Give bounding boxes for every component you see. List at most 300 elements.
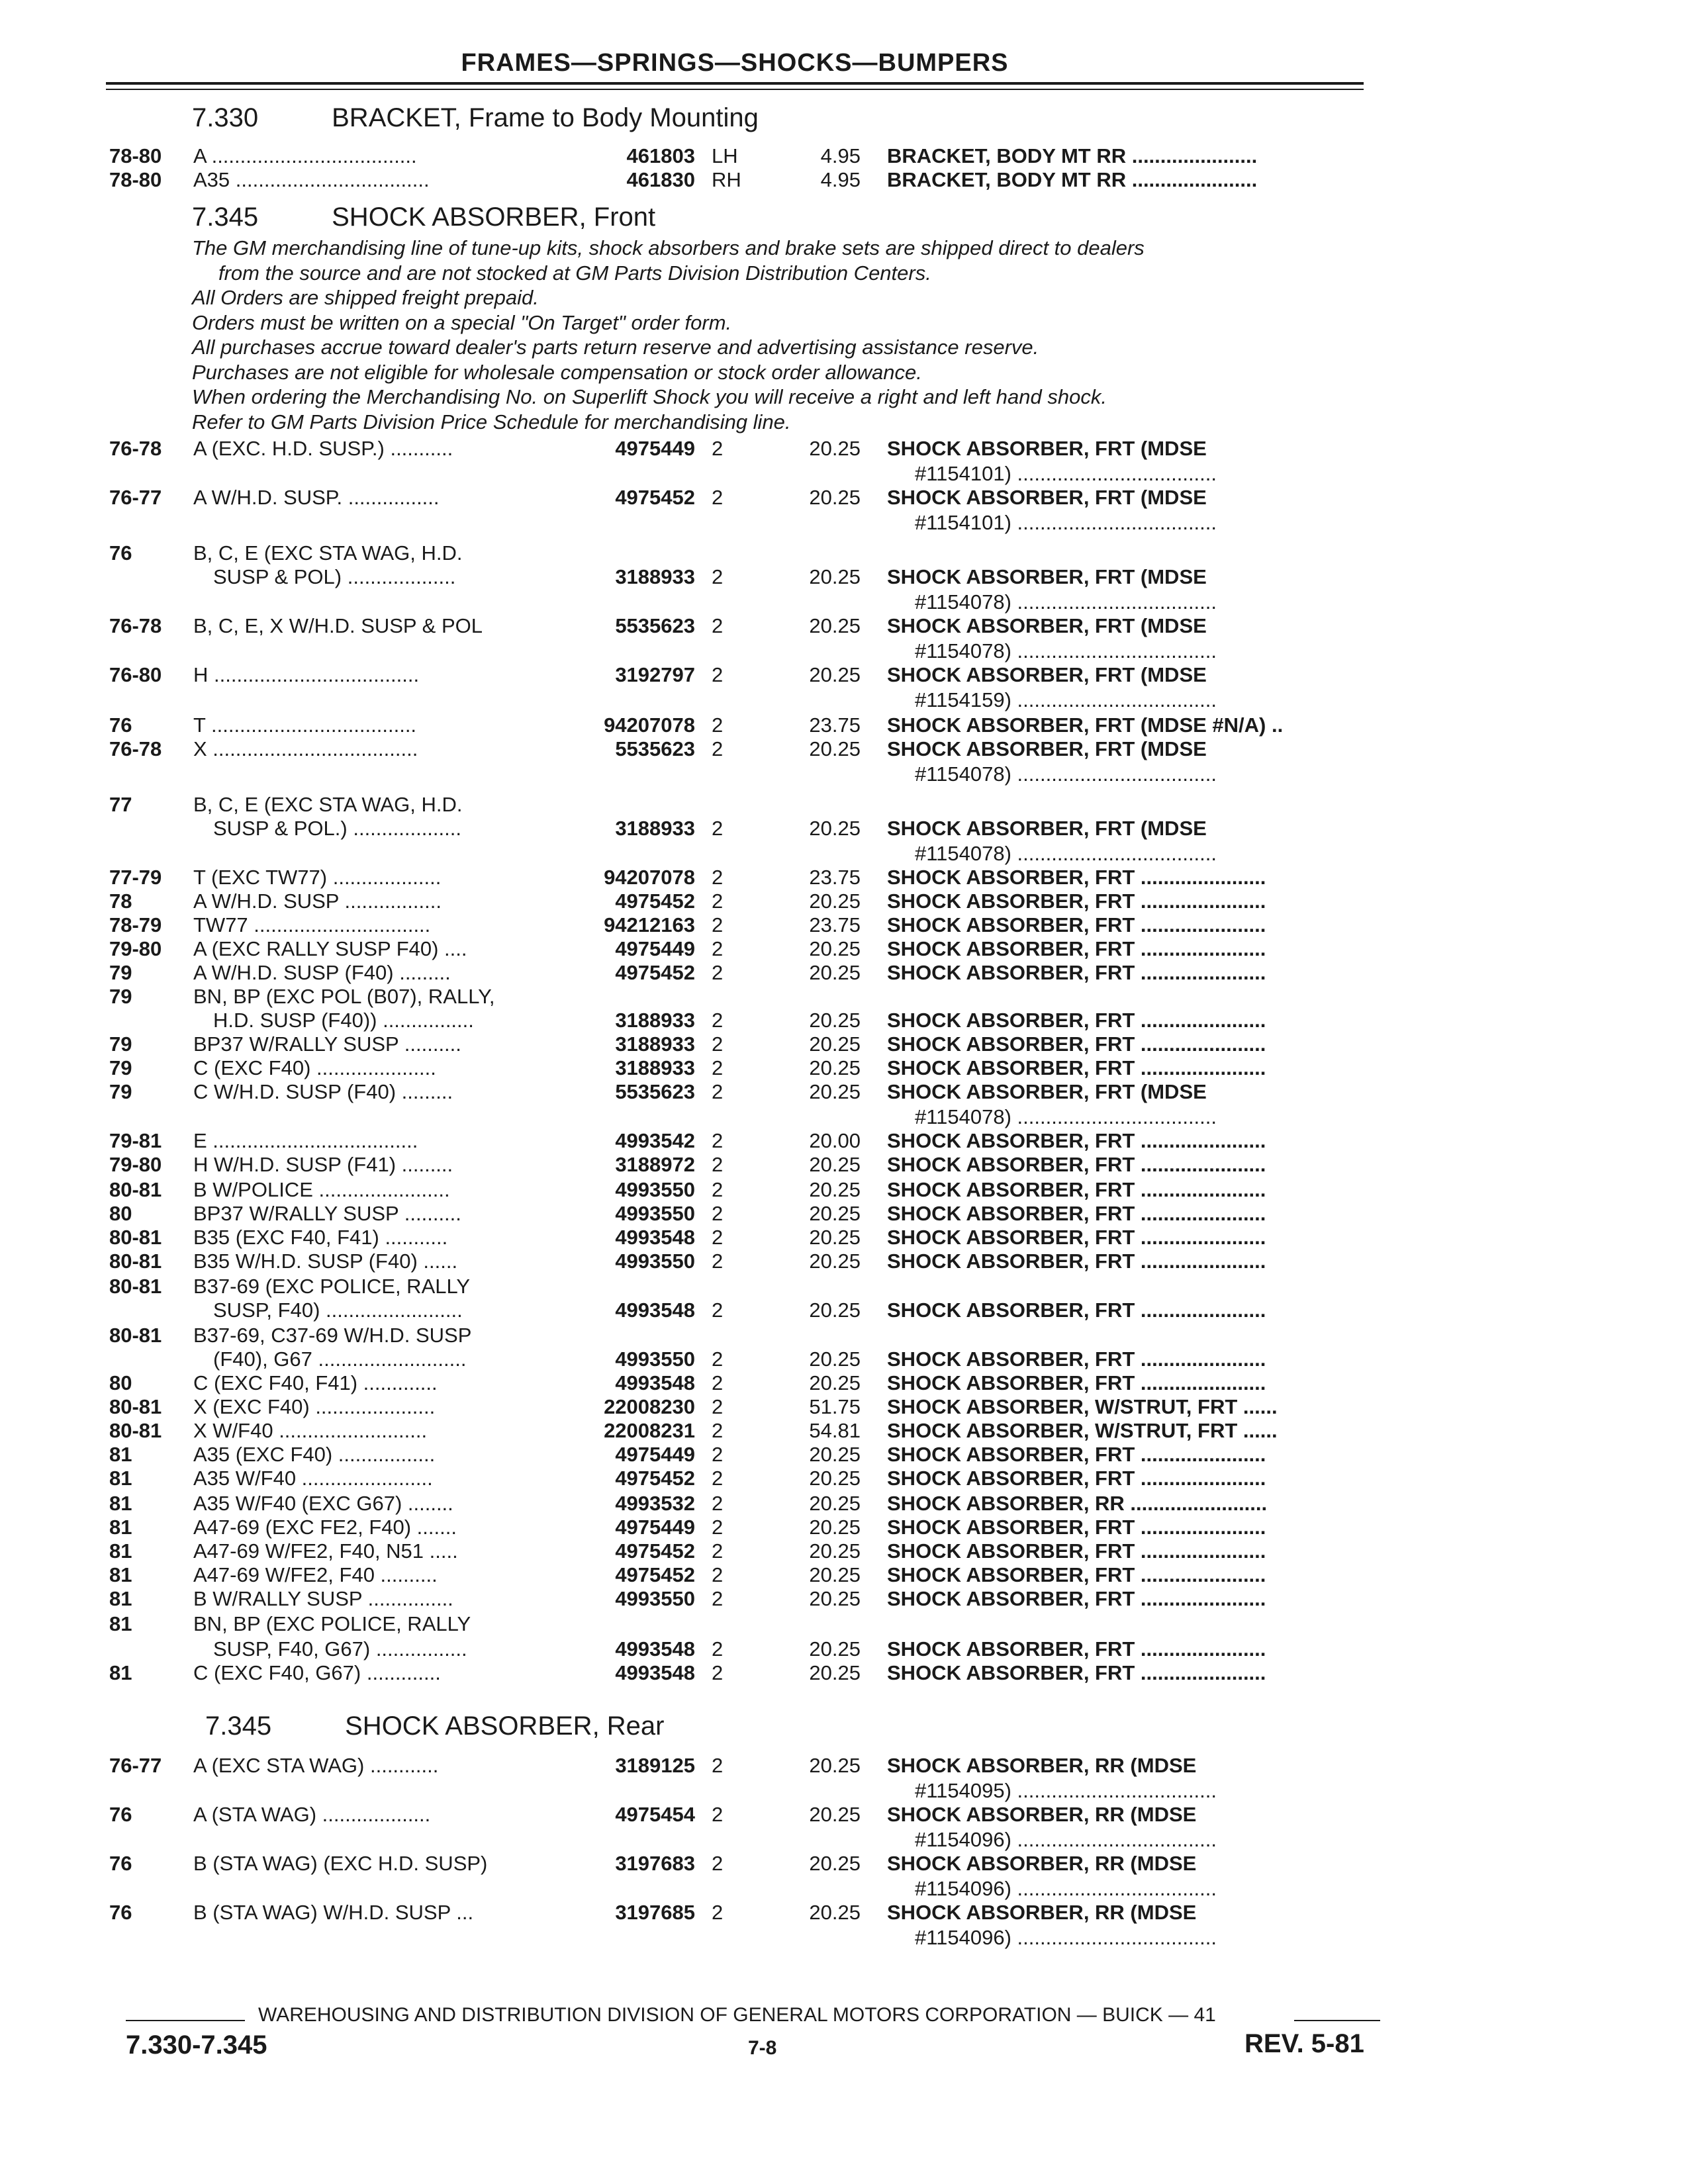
model-description: B37-69, C37-69 W/H.D. SUSP: [193, 1324, 472, 1347]
table-row: [0, 1371, 1688, 1396]
quantity: 2: [712, 1178, 724, 1201]
model-description: (F40), G67 ..........................: [213, 1347, 467, 1371]
model-description: B35 (EXC F40, F41) ...........: [193, 1226, 448, 1249]
quantity: 2: [712, 1202, 724, 1225]
table-row: [0, 1803, 1688, 1828]
part-description: #1154095) ...................................: [915, 1779, 1217, 1802]
part-number: 4993550: [615, 1587, 695, 1610]
table-row: [0, 817, 1688, 842]
model-description: A47-69 W/FE2, F40, N51 .....: [193, 1539, 458, 1563]
section-number: 7.330: [192, 103, 259, 132]
quantity: 2: [712, 1056, 724, 1079]
part-description: SHOCK ABSORBER, FRT ......................: [887, 1587, 1266, 1610]
model-description: A (STA WAG) ...................: [193, 1803, 431, 1826]
model-description: A35 ..................................: [193, 168, 430, 191]
quantity: 2: [712, 1419, 724, 1442]
model-description: T (EXC TW77) ...................: [193, 866, 442, 889]
table-row: [0, 793, 1688, 818]
part-description: SHOCK ABSORBER, FRT ......................: [887, 889, 1266, 913]
part-description: SHOCK ABSORBER, FRT ......................: [887, 961, 1266, 984]
part-description: SHOCK ABSORBER, RR (MDSE: [887, 1852, 1197, 1875]
part-number: 4975449: [615, 937, 695, 960]
merchandising-notes: [192, 236, 1370, 434]
quantity: 2: [712, 1901, 724, 1924]
list-price: 20.25: [809, 1539, 861, 1563]
model-description: B, C, E (EXC STA WAG, H.D.: [193, 793, 463, 816]
model-year: 76: [109, 713, 132, 737]
quantity: 2: [712, 1754, 724, 1777]
table-row: [0, 541, 1688, 567]
model-year: 81: [109, 1492, 132, 1515]
model-description: A35 W/F40 .......................: [193, 1467, 433, 1490]
table-row: [0, 1852, 1688, 1877]
model-description: B, C, E, X W/H.D. SUSP & POL: [193, 614, 483, 637]
quantity: 2: [712, 1009, 724, 1032]
table-row: [0, 1202, 1688, 1227]
part-description: SHOCK ABSORBER, FRT ......................: [887, 1226, 1266, 1249]
part-description: SHOCK ABSORBER, FRT (MDSE #N/A) ..: [887, 713, 1284, 737]
part-number: 3197685: [615, 1901, 695, 1924]
part-description: SHOCK ABSORBER, FRT (MDSE: [887, 817, 1207, 840]
model-description: A35 (EXC F40) .................: [193, 1443, 436, 1466]
page-title: FRAMES—SPRINGS—SHOCKS—BUMPERS: [461, 49, 1009, 77]
table-row: [0, 842, 1688, 867]
part-description: SHOCK ABSORBER, FRT ......................: [887, 1467, 1266, 1490]
part-number: 4993548: [615, 1371, 695, 1394]
model-description: A35 W/F40 (EXC G67) ........: [193, 1492, 453, 1515]
model-description: H ....................................: [193, 663, 420, 686]
model-year: 76: [109, 1852, 132, 1875]
model-year: 77: [109, 793, 132, 816]
part-number: 4975452: [615, 486, 695, 509]
table-row: [0, 639, 1688, 664]
model-description: BN, BP (EXC POL (B07), RALLY,: [193, 985, 495, 1008]
table-row: [0, 1467, 1688, 1492]
table-row: [0, 565, 1688, 590]
part-number: 3188933: [615, 565, 695, 588]
part-description: BRACKET, BODY MT RR ......................: [887, 144, 1258, 167]
model-description: A47-69 (EXC FE2, F40) .......: [193, 1516, 457, 1539]
table-row: [0, 1563, 1688, 1588]
list-price: 20.25: [809, 1852, 861, 1875]
quantity: 2: [712, 1250, 724, 1273]
quantity: 2: [712, 1467, 724, 1490]
table-row: [0, 1080, 1688, 1105]
list-price: 23.75: [809, 866, 861, 889]
model-year: 79-81: [109, 1129, 162, 1152]
part-number: 3188933: [615, 817, 695, 840]
part-description: SHOCK ABSORBER, FRT ......................: [887, 1129, 1266, 1152]
list-price: 20.25: [809, 1803, 861, 1826]
quantity: 2: [712, 1539, 724, 1563]
table-row: [0, 1587, 1688, 1612]
part-description: SHOCK ABSORBER, FRT ......................: [887, 1563, 1266, 1586]
list-price: 20.00: [809, 1129, 861, 1152]
quantity: 2: [712, 1347, 724, 1371]
quantity: 2: [712, 1852, 724, 1875]
table-row: [0, 1032, 1688, 1058]
model-year: 81: [109, 1587, 132, 1610]
model-description: X ....................................: [193, 737, 418, 760]
part-description: #1154101) ...................................: [915, 511, 1217, 534]
header-rule: [106, 82, 1364, 85]
list-price: 20.25: [809, 1901, 861, 1924]
part-description: SHOCK ABSORBER, FRT ......................: [887, 1637, 1266, 1661]
table-row: [0, 1250, 1688, 1275]
table-row: [0, 1129, 1688, 1154]
model-description: BN, BP (EXC POLICE, RALLY: [193, 1612, 471, 1635]
part-description: SHOCK ABSORBER, FRT ......................: [887, 1250, 1266, 1273]
list-price: 20.25: [809, 1153, 861, 1176]
part-description: #1154078) ...................................: [915, 1105, 1217, 1128]
table-row: [0, 1926, 1688, 1951]
model-description: A W/H.D. SUSP .................: [193, 889, 442, 913]
model-description: SUSP, F40, G67) ................: [213, 1637, 467, 1661]
list-price: 20.25: [809, 1298, 861, 1322]
part-description: #1154078) ...................................: [915, 590, 1217, 614]
part-description: SHOCK ABSORBER, FRT (MDSE: [887, 614, 1207, 637]
footer-revision: REV. 5-81: [1244, 2029, 1364, 2058]
list-price: 20.25: [809, 1009, 861, 1032]
model-year: 76: [109, 1803, 132, 1826]
part-description: SHOCK ABSORBER, FRT (MDSE: [887, 486, 1207, 509]
quantity: 2: [712, 486, 724, 509]
quantity: 2: [712, 1443, 724, 1466]
part-number: 4993548: [615, 1298, 695, 1322]
model-year: 80-81: [109, 1250, 162, 1273]
part-number: 3189125: [615, 1754, 695, 1777]
table-row: [0, 1105, 1688, 1130]
model-description: X W/F40 ..........................: [193, 1419, 428, 1442]
part-number: 4993548: [615, 1661, 695, 1684]
model-description: A ....................................: [193, 144, 417, 167]
table-row: [0, 1298, 1688, 1324]
model-year: 78-80: [109, 144, 162, 167]
model-year: 81: [109, 1539, 132, 1563]
list-price: 23.75: [809, 713, 861, 737]
model-description: C (EXC F40) .....................: [193, 1056, 436, 1079]
model-year: 81: [109, 1661, 132, 1684]
table-row: [0, 1661, 1688, 1686]
list-price: 20.25: [809, 1202, 861, 1225]
note-line: When ordering the Merchandising No. on Superlift Shock you will receive a right and left hand shock.: [192, 385, 1107, 408]
part-number: 4993550: [615, 1202, 695, 1225]
model-year: 81: [109, 1443, 132, 1466]
table-row: [0, 663, 1688, 688]
model-year: 77-79: [109, 866, 162, 889]
part-number: 4993542: [615, 1129, 695, 1152]
part-description: SHOCK ABSORBER, RR (MDSE: [887, 1901, 1197, 1924]
part-number: 461830: [626, 168, 695, 191]
part-description: SHOCK ABSORBER, FRT (MDSE: [887, 737, 1207, 760]
table-row: [0, 1492, 1688, 1517]
section-heading: [205, 1711, 665, 1741]
part-description: SHOCK ABSORBER, FRT ......................: [887, 1056, 1266, 1079]
model-year: 76-77: [109, 486, 162, 509]
table-row: [0, 961, 1688, 986]
quantity: 2: [712, 1516, 724, 1539]
quantity: 2: [712, 817, 724, 840]
part-description: #1154078) ...................................: [915, 842, 1217, 865]
quantity: 2: [712, 1803, 724, 1826]
list-price: 20.25: [809, 614, 861, 637]
quantity: 2: [712, 1492, 724, 1515]
header-rule-thin: [106, 89, 1364, 90]
part-number: 4993532: [615, 1492, 695, 1515]
model-description: C (EXC F40, G67) .............: [193, 1661, 441, 1684]
list-price: 20.25: [809, 1347, 861, 1371]
part-description: SHOCK ABSORBER, FRT ......................: [887, 1153, 1266, 1176]
section-number: 7.345: [192, 203, 259, 232]
section-name: BRACKET, Frame to Body Mounting: [332, 103, 759, 132]
list-price: 20.25: [809, 1178, 861, 1201]
part-number: 3188933: [615, 1056, 695, 1079]
table-row: [0, 1612, 1688, 1637]
model-year: 79: [109, 961, 132, 984]
list-price: 20.25: [809, 817, 861, 840]
model-description: H W/H.D. SUSP (F41) .........: [193, 1153, 453, 1176]
model-year: 76-78: [109, 614, 162, 637]
table-row: [0, 1395, 1688, 1420]
model-description: B W/POLICE .......................: [193, 1178, 450, 1201]
quantity: 2: [712, 713, 724, 737]
model-year: 79: [109, 1032, 132, 1056]
part-description: SHOCK ABSORBER, FRT ......................: [887, 866, 1266, 889]
part-number: 94207078: [604, 866, 695, 889]
list-price: 20.25: [809, 437, 861, 460]
quantity: 2: [712, 1298, 724, 1322]
model-year: 76-78: [109, 737, 162, 760]
part-number: 4975452: [615, 1539, 695, 1563]
section-heading: [192, 103, 759, 133]
part-number: 5535623: [615, 614, 695, 637]
part-number: 5535623: [615, 737, 695, 760]
note-line: from the source and are not stocked at GM Parts Division Distribution Centers.: [218, 261, 931, 285]
part-description: #1154096) ...................................: [915, 1828, 1217, 1851]
note-line: The GM merchandising line of tune-up kits, shock absorbers and brake sets are shipped direct to dealers: [192, 236, 1145, 259]
list-price: 20.25: [809, 737, 861, 760]
table-row: [0, 713, 1688, 739]
part-number: 4993548: [615, 1637, 695, 1661]
part-description: SHOCK ABSORBER, FRT (MDSE: [887, 437, 1207, 460]
part-number: 4993550: [615, 1250, 695, 1273]
list-price: 20.25: [809, 1516, 861, 1539]
list-price: 4.95: [820, 168, 861, 191]
part-number: 4975454: [615, 1803, 695, 1826]
table-row: [0, 1901, 1688, 1926]
model-year: 80: [109, 1202, 132, 1225]
section-heading: [192, 203, 655, 232]
part-description: #1154096) ...................................: [915, 1926, 1217, 1949]
part-number: 3197683: [615, 1852, 695, 1875]
model-year: 81: [109, 1612, 132, 1635]
section-name: SHOCK ABSORBER, Rear: [345, 1711, 665, 1741]
part-number: 4975449: [615, 1516, 695, 1539]
model-year: 78: [109, 889, 132, 913]
part-description: SHOCK ABSORBER, FRT ......................: [887, 1347, 1266, 1371]
note-line: Orders must be written on a special "On Target" order form.: [192, 310, 732, 334]
list-price: 20.25: [809, 1492, 861, 1515]
list-price: 20.25: [809, 1250, 861, 1273]
note-line: Refer to GM Parts Division Price Schedule for merchandising line.: [192, 410, 791, 433]
model-description: TW77 ...............................: [193, 913, 431, 936]
model-year: 80-81: [109, 1178, 162, 1201]
model-description: SUSP, F40) ........................: [213, 1298, 463, 1322]
table-row: [0, 1056, 1688, 1081]
part-description: SHOCK ABSORBER, W/STRUT, FRT ......: [887, 1419, 1278, 1442]
part-number: 4993548: [615, 1226, 695, 1249]
quantity: 2: [712, 937, 724, 960]
list-price: 20.25: [809, 889, 861, 913]
table-row: [0, 866, 1688, 891]
quantity: 2: [712, 663, 724, 686]
part-number: 22008230: [604, 1395, 695, 1418]
part-description: SHOCK ABSORBER, FRT ......................: [887, 1178, 1266, 1201]
part-description: SHOCK ABSORBER, FRT ......................: [887, 1371, 1266, 1394]
part-description: SHOCK ABSORBER, RR (MDSE: [887, 1803, 1197, 1826]
part-description: SHOCK ABSORBER, RR (MDSE: [887, 1754, 1197, 1777]
quantity: 2: [712, 1563, 724, 1586]
model-description: T ....................................: [193, 713, 417, 737]
part-number: 4975452: [615, 889, 695, 913]
list-price: 20.25: [809, 1226, 861, 1249]
part-description: SHOCK ABSORBER, FRT ......................: [887, 937, 1266, 960]
model-year: 79: [109, 1080, 132, 1103]
table-row: [0, 437, 1688, 462]
list-price: 54.81: [809, 1419, 861, 1442]
part-description: SHOCK ABSORBER, FRT ......................: [887, 1443, 1266, 1466]
table-row: [0, 1539, 1688, 1565]
quantity: RH: [712, 168, 741, 191]
table-row: [0, 985, 1688, 1010]
table-row: [0, 913, 1688, 938]
quantity: 2: [712, 1637, 724, 1661]
table-row: [0, 1009, 1688, 1034]
list-price: 20.25: [809, 1754, 861, 1777]
model-year: 80-81: [109, 1395, 162, 1418]
quantity: 2: [712, 1226, 724, 1249]
part-description: #1154096) ...................................: [915, 1877, 1217, 1900]
model-description: SUSP & POL) ...................: [213, 565, 456, 588]
quantity: 2: [712, 961, 724, 984]
part-description: SHOCK ABSORBER, FRT ......................: [887, 1516, 1266, 1539]
model-description: B37-69 (EXC POLICE, RALLY: [193, 1275, 471, 1298]
note-line: All purchases accrue toward dealer's parts return reserve and advertising assistance reserve.: [192, 336, 1039, 359]
model-year: 81: [109, 1467, 132, 1490]
part-number: 3188972: [615, 1153, 695, 1176]
list-price: 51.75: [809, 1395, 861, 1418]
table-row: [0, 1347, 1688, 1373]
list-price: 20.25: [809, 1080, 861, 1103]
list-price: 20.25: [809, 486, 861, 509]
table-row: [0, 168, 1688, 193]
quantity: 2: [712, 866, 724, 889]
footer-page-number: 7-8: [748, 2037, 777, 2059]
table-row: [0, 1828, 1688, 1853]
model-year: 78-79: [109, 913, 162, 936]
model-description: B35 W/H.D. SUSP (F40) ......: [193, 1250, 458, 1273]
part-description: SHOCK ABSORBER, W/STRUT, FRT ......: [887, 1395, 1278, 1418]
model-description: C (EXC F40, F41) .............: [193, 1371, 438, 1394]
table-row: [0, 1275, 1688, 1300]
table-row: [0, 889, 1688, 915]
part-description: SHOCK ABSORBER, FRT ......................: [887, 913, 1266, 936]
list-price: 20.25: [809, 1637, 861, 1661]
table-row: [0, 1153, 1688, 1178]
part-number: 461803: [626, 144, 695, 167]
part-number: 94207078: [604, 713, 695, 737]
model-description: H.D. SUSP (F40)) ................: [213, 1009, 474, 1032]
model-year: 78-80: [109, 168, 162, 191]
part-number: 3188933: [615, 1009, 695, 1032]
quantity: 2: [712, 1032, 724, 1056]
footer-text: WAREHOUSING AND DISTRIBUTION DIVISION OF GENERAL MOTORS CORPORATION — BUICK — 41: [258, 2004, 1216, 2026]
model-year: 81: [109, 1563, 132, 1586]
part-number: 94212163: [604, 913, 695, 936]
model-year: 80-81: [109, 1275, 162, 1298]
list-price: 20.25: [809, 663, 861, 686]
part-number: 3192797: [615, 663, 695, 686]
list-price: 20.25: [809, 1563, 861, 1586]
part-number: 4975452: [615, 1563, 695, 1586]
part-description: SHOCK ABSORBER, FRT ......................: [887, 1009, 1266, 1032]
part-description: SHOCK ABSORBER, FRT (MDSE: [887, 1080, 1207, 1103]
part-number: 4975449: [615, 1443, 695, 1466]
model-description: BP37 W/RALLY SUSP ..........: [193, 1032, 461, 1056]
list-price: 20.25: [809, 1587, 861, 1610]
table-row: [0, 1779, 1688, 1804]
list-price: 20.25: [809, 1443, 861, 1466]
list-price: 20.25: [809, 961, 861, 984]
part-description: #1154159) ...................................: [915, 688, 1217, 711]
quantity: 2: [712, 614, 724, 637]
section-number: 7.345: [205, 1711, 272, 1741]
table-row: [0, 1226, 1688, 1251]
model-description: BP37 W/RALLY SUSP ..........: [193, 1202, 461, 1225]
model-description: A W/H.D. SUSP (F40) .........: [193, 961, 451, 984]
part-description: #1154078) ...................................: [915, 762, 1217, 786]
list-price: 4.95: [820, 144, 861, 167]
section-name: SHOCK ABSORBER, Front: [332, 203, 656, 232]
model-year: 79: [109, 1056, 132, 1079]
model-description: E ....................................: [193, 1129, 418, 1152]
list-price: 20.25: [809, 1056, 861, 1079]
part-description: SHOCK ABSORBER, FRT (MDSE: [887, 565, 1207, 588]
model-year: 79-80: [109, 1153, 162, 1176]
quantity: 2: [712, 1371, 724, 1394]
quantity: 2: [712, 889, 724, 913]
footer-section-range: 7.330-7.345: [126, 2030, 267, 2060]
list-price: 20.25: [809, 1661, 861, 1684]
part-number: 4993550: [615, 1178, 695, 1201]
model-year: 80-81: [109, 1226, 162, 1249]
model-year: 76-80: [109, 663, 162, 686]
table-row: [0, 1324, 1688, 1349]
model-description: B (STA WAG) (EXC H.D. SUSP): [193, 1852, 488, 1875]
model-description: A W/H.D. SUSP. ................: [193, 486, 440, 509]
part-description: SHOCK ABSORBER, FRT ......................: [887, 1298, 1266, 1322]
quantity: 2: [712, 1395, 724, 1418]
table-row: [0, 590, 1688, 615]
quantity: 2: [712, 1661, 724, 1684]
table-row: [0, 1178, 1688, 1203]
table-row: [0, 1419, 1688, 1444]
part-number: 4975452: [615, 961, 695, 984]
list-price: 20.25: [809, 937, 861, 960]
table-row: [0, 1754, 1688, 1779]
list-price: 23.75: [809, 913, 861, 936]
part-description: #1154078) ...................................: [915, 639, 1217, 662]
